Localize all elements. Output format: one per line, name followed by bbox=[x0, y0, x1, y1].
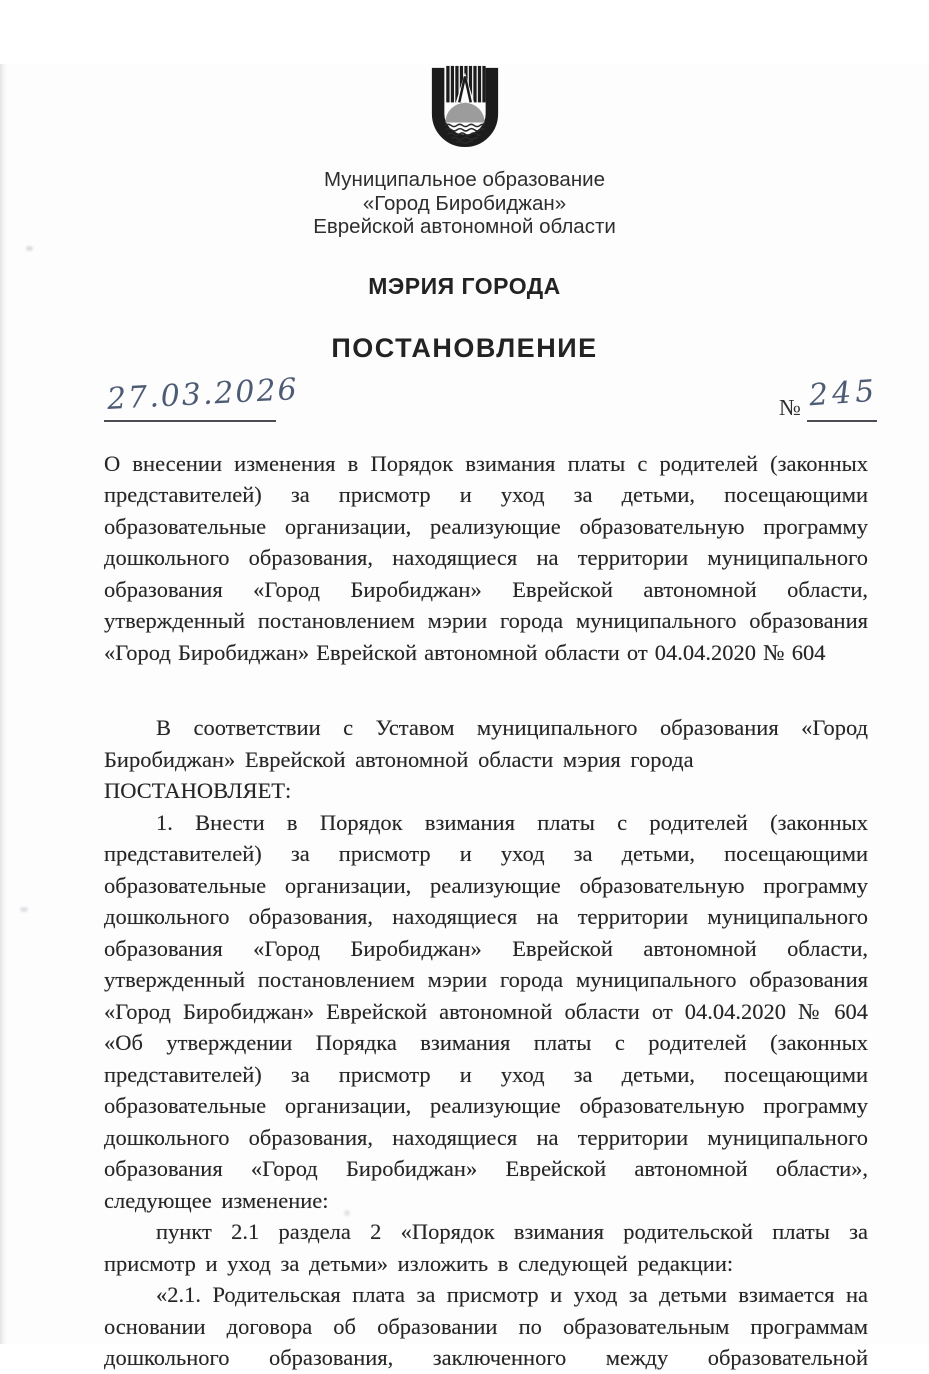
number-field bbox=[779, 373, 880, 420]
document-type-title: ПОСТАНОВЛЕНИЕ bbox=[331, 332, 598, 363]
intro-paragraph: В соответствии с Уставом муниципального образования «Город Биробиджан» Еврейской автономной области мэрия города bbox=[104, 715, 868, 772]
scan-edge-shadow bbox=[0, 64, 7, 1344]
org-line-3: Еврейской автономной области bbox=[313, 215, 616, 238]
scan-speck bbox=[344, 1210, 350, 1216]
organization-name-block bbox=[0, 168, 929, 239]
resolves-line: ПОСТАНОВЛЯЕТ: bbox=[104, 778, 292, 803]
authority-title: МЭРИЯ ГОРОДА bbox=[368, 272, 561, 299]
number-underline bbox=[807, 373, 880, 422]
handwritten-date: 27.03.2026 bbox=[106, 371, 300, 417]
number-sign: № bbox=[779, 394, 801, 420]
scan-speck bbox=[26, 246, 33, 251]
scan-speck bbox=[20, 907, 28, 912]
city-emblem-icon bbox=[417, 64, 513, 160]
org-line-1: Муниципальное образование bbox=[323, 168, 605, 191]
item1-sub-paragraph: пункт 2.1 раздела 2 «Порядок взимания родительской платы за присмотр и уход за детьми» изложить в следующей редакции: bbox=[104, 1219, 868, 1276]
org-line-2: «Город Биробиджан» bbox=[362, 191, 567, 215]
handwritten-number: 245 bbox=[807, 373, 880, 413]
date-field bbox=[104, 371, 300, 422]
item1-paragraph: 1. Внести в Порядок взимания платы с родителей (законных представителей) за присмотр и уход за детьми, посещающими образовательные организации, реализующие образовательную программу дошкольного образования, находящиеся на территории муниципального образования «Город Биробиджан» Еврейской автономной области, утвержденный постановлением мэрии города муниципального образования «Город Биробиджан» Еврейской автономной области от 04.04.2020 № 604 «Об утверждении Порядка взимания платы с родителей (законных представителей) за присмотр и уход за детьми, посещающими образовательные организации, реализующие образовательную программу дошкольного образования, находящиеся на территории муниципального образования «Город Биробиджан» Еврейской автономной области», следующее изменение: bbox=[104, 809, 868, 1213]
quote-2-1-paragraph: «2.1. Родительская плата за присмотр и уход за детьми взимается на основании договора об образовании по образовательным программам дошкольного образования, заключенного между образовательной bbox=[104, 1282, 868, 1370]
scanned-document-page bbox=[0, 64, 929, 1370]
requisites-row bbox=[104, 371, 880, 430]
subject-paragraph: О внесении изменения в Порядок взимания платы с родителей (законных представителей) за присмотр и уход за детьми, посещающими образовательные организации, реализующие образовательную программу дошкольного образования, находящиеся на территории муниципального образования «Город Биробиджан» Еврейской автономной области, утвержденный постановлением мэрии города муниципального образования «Город Биробиджан» Еврейской автономной области от 04.04.2020 № 604 bbox=[104, 450, 868, 665]
